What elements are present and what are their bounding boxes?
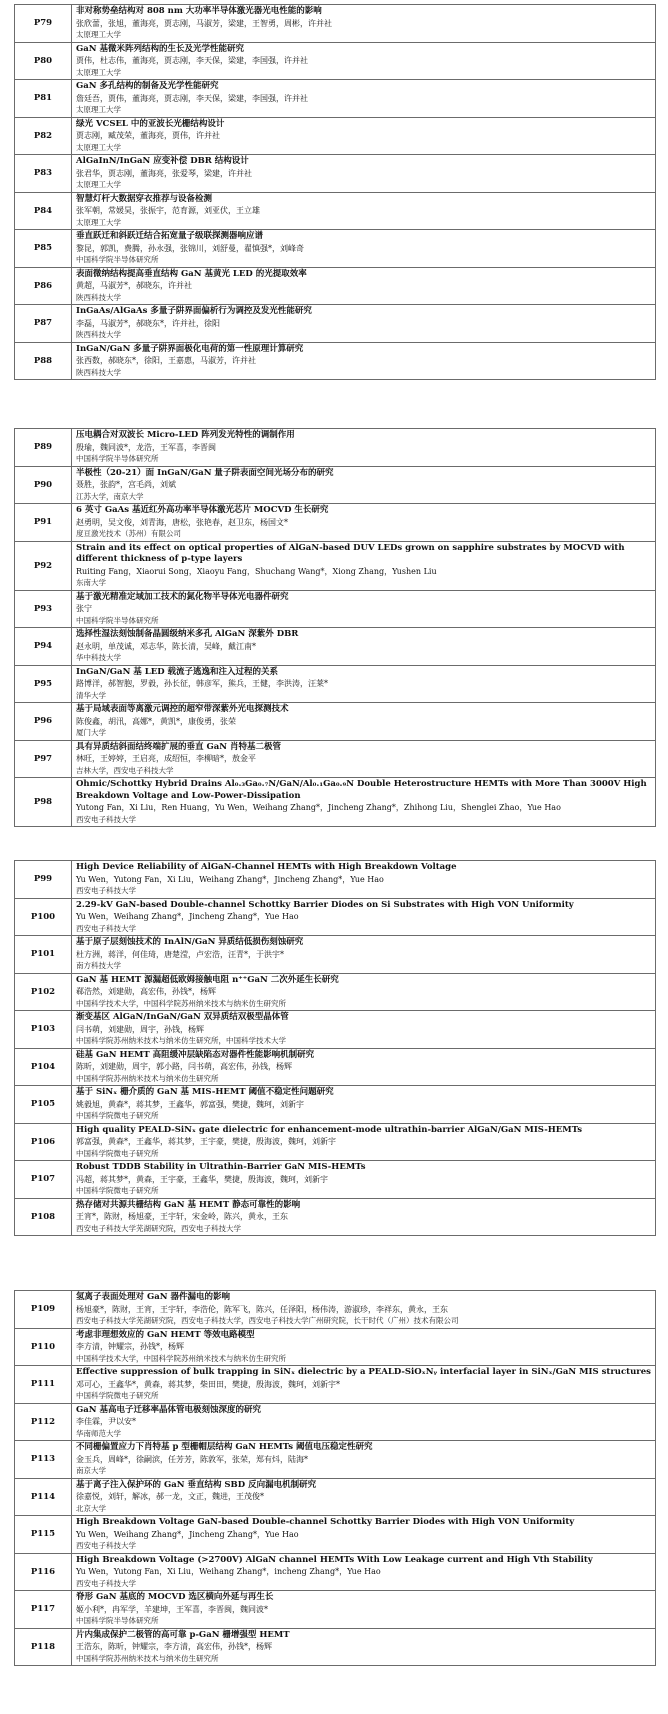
entry-affiliation: 西安电子科技大学 [76,1578,136,1588]
entry-code: P90 [15,466,72,504]
entry-authors: 徐嘉悦，刘轩，解冰，郝一龙，文正，魏进，王茂俊* [76,1492,264,1501]
entry-body [72,861,656,899]
entry-body [72,778,656,827]
entry-title: 垂直跃迁和斜跃迁结合拓宽量子级联探测器响应谱 [76,231,264,241]
entry-authors: 张君华，贾志刚，董海亮，张爱琴，梁建，许并社 [76,168,252,178]
entry-affiliation: 太原理工大学 [76,217,121,227]
entry-affiliation: 太原理工大学 [76,142,121,152]
entry-affiliation: 中国科学院微电子研究所 [76,1111,159,1120]
entry-affiliation: 清华大学 [76,690,106,700]
entry-code: P101 [15,936,72,974]
entry-title: 选择性湿法刻蚀制备晶圆级纳米多孔 AlGaN 深紫外 DBR [76,629,299,639]
program-entry-row [15,342,656,380]
entry-title: 表面微纳结构提高垂直结构 GaN 基黄光 LED 的光提取效率 [76,268,307,279]
entry-body [72,230,656,268]
entry-authors: 林旺，王婷婷，王启亮，成绍恒，李柳暗*，敖金平 [76,754,256,763]
program-entry-row [15,628,656,666]
program-entry-row [15,703,656,741]
entry-affiliation: 北京大学 [76,1503,106,1513]
program-entry-row [15,1291,656,1329]
entry-authors: 姚毅旭，黄森*，蒋其梦，王鑫华，郭富强，樊捷，魏珂，刘新宇 [76,1099,304,1109]
entry-affiliation: 华中科技大学 [76,653,121,662]
program-entry-row [15,1328,656,1366]
entry-title: High Breakdown Voltage GaN-based Double-channel Schottky Barrier Diodes with High VON Uniformity [76,1517,575,1527]
entry-code: P89 [15,429,72,467]
entry-authors: 郭富强，黄森*，王鑫华，蒋其梦，王宇豪，樊捷，殷海波，魏珂，刘新宇 [76,1137,336,1146]
entry-body [72,1123,656,1161]
entry-title: 考虑非理想效应的 GaN HEMT 等效电路模型 [76,1329,255,1340]
entry-body [72,973,656,1011]
entry-affiliation: 西安电子科技大学 [76,886,136,895]
entry-title: 热存储对共源共栅结构 GaN 基 HEMT 静态可靠性的影响 [76,1199,301,1210]
entry-body [72,192,656,230]
entry-code: P100 [15,898,72,936]
entry-body [72,42,656,80]
entry-body [72,5,656,43]
program-entry-row [15,1161,656,1199]
program-entry-row [15,590,656,628]
entry-body [72,504,656,542]
entry-title: High Device Reliability of AlGaN-Channel HEMTs with High Breakdown Voltage [76,862,457,872]
entry-code: P94 [15,628,72,666]
entry-affiliation: 东南大学 [76,578,106,587]
entry-title: 不同栅偏置应力下肖特基 p 型栅帽层结构 GaN HEMTs 阈值电压稳定性研究 [76,1442,373,1452]
entry-authors: 路博洋，郝智胞，罗毅，孙长征，韩彦军，熊兵，王健，李洪涛，汪莱* [76,679,328,688]
entry-body [72,1553,656,1591]
entry-affiliation: 中国科学院微电子研究所 [76,1148,159,1158]
entry-title: 智慧灯杆大数据穿衣推荐与设备检测 [76,193,213,204]
entry-authors: 冯超，蒋其梦*，黄森，王宇豪，王鑫华，樊捷，殷海波，魏珂，刘新宇 [76,1174,328,1184]
program-entry-row [15,1011,656,1049]
entry-code: P85 [15,230,72,268]
entry-title: 基于离子注入保护环的 GaN 垂直结构 SBD 反向漏电机制研究 [76,1479,317,1490]
entry-title: InGaN/GaN 多量子阱界面极化电荷的第一性原理计算研究 [76,343,304,354]
program-entry-row [15,1123,656,1161]
entry-code: P110 [15,1328,72,1366]
entry-authors: 王浩东，陈昕，钟耀宗，李方清，高宏伟，孙钱*，杨辉 [76,1642,272,1651]
entry-affiliation: 中国科学院苏州纳米技术与纳米仿生研究所 [76,1073,219,1083]
entry-authors: 闫书萌，刘建勋，周宇，孙钱，杨辉 [76,1024,204,1034]
program-entry-row [15,898,656,936]
entry-code: P88 [15,342,72,380]
entry-code: P97 [15,740,72,778]
program-table-section-2 [14,428,656,827]
entry-body [72,541,656,590]
entry-affiliation: 西安电子科技大学 [76,923,136,933]
entry-code: P103 [15,1011,72,1049]
entry-body [72,80,656,118]
entry-authors: 贾伟，杜志伟，董海亮，贾志刚，李天保，梁建，李国强，许并社 [76,56,308,65]
program-table-section-3 [14,860,656,1236]
program-entry-row [15,936,656,974]
entry-authors: 殷瑜，魏同波*，龙浩，王军喜，李晋闽 [76,442,216,452]
entry-title: Ohmic/Schottky Hybrid Drains Al₀.₃Ga₀.₇N/GaN/Al₀.₁Ga₀.₉N Double Heterostructure HEMTs with More Than 3000V High Breakdown Voltage and Low-Power-Dissipation [76,779,647,801]
entry-title: 基于 SiNₓ 栅介质的 GaN 基 MIS-HEMT 阈值不稳定性问题研究 [76,1087,334,1097]
entry-body [72,1328,656,1366]
entry-affiliation: 中国科学院微电子研究所 [76,1186,159,1195]
program-entry-row [15,861,656,899]
program-table-section-4 [14,1290,656,1666]
program-entry-row [15,429,656,467]
entry-code: P92 [15,541,72,590]
program-entry-row [15,1441,656,1479]
entry-code: P107 [15,1161,72,1199]
entry-code: P86 [15,267,72,305]
entry-code: P98 [15,778,72,827]
entry-affiliation: 中国科学院苏州纳米技术与纳米仿生研究所 [76,1653,219,1663]
entry-code: P105 [15,1086,72,1124]
entry-affiliation: 吉林大学，西安电子科技大学 [76,765,174,775]
entry-authors: 李佳霖，尹以安* [76,1417,136,1426]
program-entry-row [15,1403,656,1441]
entry-affiliation: 中国科学院苏州纳米技术与纳米仿生研究所，中国科学技术大学 [76,1036,286,1045]
entry-authors: 陈俊鑫，胡汛，高娜*，黄凯*，康俊勇，张荣 [76,716,236,726]
entry-body [72,1516,656,1554]
entry-code: P96 [15,703,72,741]
entry-code: P118 [15,1628,72,1666]
entry-body [72,117,656,155]
entry-authors: 贾志刚，臧茂荣，董海亮，贾伟，许并社 [76,131,220,140]
entry-code: P79 [15,5,72,43]
entry-authors: 金玉兵，周峰*，徐嗣滨，任芳芳，陈敦军，张荣，郑有炓，陆海* [76,1454,308,1464]
entry-body [72,590,656,628]
entry-authors: Ruiting Fang，Xiaorui Song，Xiaoyu Fang，Shuchang Wang*，Xiong Zhang，Yushen Liu [76,566,437,576]
entry-affiliation: 西安电子科技大学 [76,1541,136,1550]
entry-authors: 赵勇明，吴文俊，刘青海，唐松，张艳春，赵卫东，杨国文* [76,517,288,527]
entry-body [72,703,656,741]
entry-affiliation: 南京大学 [76,1466,106,1475]
entry-affiliation: 南方科技大学 [76,961,121,970]
entry-code: P113 [15,1441,72,1479]
entry-body [72,1366,656,1404]
entry-title: InGaN/GaN 基 LED 载流子逃逸和注入过程的关系 [76,666,279,677]
program-entry-row [15,504,656,542]
entry-title: GaN 基高电子迁移率晶体管电极刻蚀深度的研究 [76,1404,261,1415]
entry-affiliation: 西安电子科技大学芜湖研究院，西安电子科技大学，西安电子科技大学广州研究院，长干时代（广州）技术有限公司 [76,1316,459,1325]
entry-body [72,1048,656,1086]
program-entry-row [15,230,656,268]
entry-title: Robust TDDB Stability in Ultrathin-Barrier GaN MIS-HEMTs [76,1162,366,1172]
entry-affiliation: 陕西科技大学 [76,292,121,302]
entry-title: 压电耦合对双波长 Micro-LED 阵列发光特性的调制作用 [76,430,295,440]
entry-title: GaN 多孔结构的制备及光学性能研究 [76,81,219,91]
entry-authors: Yu Wen，Yutong Fan，Xi Liu，Weihang Zhang*，Jincheng Zhang*，Yue Hao [76,874,384,884]
entry-body [72,1441,656,1479]
entry-title: Effective suppression of bulk trapping in SiNₓ dielectric by a PEALD-SiOₓNᵧ interfacial layer in SiNₓ/GaN MIS structures [76,1367,651,1377]
program-entry-row [15,1516,656,1554]
entry-affiliation: 太原理工大学 [76,105,121,114]
entry-code: P116 [15,1553,72,1591]
entry-authors: 杜方洲，蒋洋，何佳琦，唐楚滢，卢宏浩，汪青*，于洪宇* [76,949,284,959]
entry-authors: 詹廷吾，贾伟，董海亮，贾志刚，李天保，梁建，李国强，许并社 [76,93,308,103]
entry-authors: 李磊，马淑芳*，郝晓东*，许并社，徐阳 [76,318,220,328]
entry-title: 基于局域表面等离激元调控的超窄带深紫外光电探测技术 [76,704,289,714]
entry-code: P93 [15,590,72,628]
entry-authors: 李方清，钟耀宗，孙钱*，杨辉 [76,1342,184,1351]
entry-title: GaN 基 HEMT 源漏超低欧姆接触电阻 n⁺⁺GaN 二次外延生长研究 [76,974,339,985]
entry-authors: 张欣蕾，张旭，董海亮，贾志刚，马淑芳，梁建，王智勇，周彬，许并社 [76,18,332,28]
entry-affiliation: 陕西科技大学 [76,367,121,377]
entry-code: P99 [15,861,72,899]
entry-authors: Yutong Fan，Xi Liu，Ren Huang，Yu Wen，Weihang Zhang*，Jincheng Zhang*，Zhihong Liu，Shenglei Zhao，Yue Hao [76,803,561,812]
entry-title: 渐变基区 AlGaN/InGaN/GaN 双异质结双极型晶体管 [76,1012,289,1022]
entry-code: P117 [15,1591,72,1629]
entry-authors: 张军朝，常媛昊，张振宇，范育源，刘亚伏，王立雄 [76,206,260,215]
entry-code: P104 [15,1048,72,1086]
entry-code: P82 [15,117,72,155]
entry-title: 2.29-kV GaN-based Double-channel Schottky Barrier Diodes on Si Substrates with High VON Uniformity [76,899,574,910]
entry-authors: 张西数，郝晓东*，徐阳，王嘉惠，马淑芳，许并社 [76,356,256,365]
entry-title: AlGaInN/InGaN 应变补偿 DBR 结构设计 [76,156,249,166]
entry-title: GaN 基微米阵列结构的生长及光学性能研究 [76,43,244,54]
entry-code: P87 [15,305,72,343]
entry-body [72,1198,656,1236]
entry-authors: 邓可心，王鑫华*，黄森，蒋其梦，柴田田，樊捷，殷海波，魏珂，刘新宇* [76,1379,340,1389]
program-entry-row [15,42,656,80]
program-entry-row [15,267,656,305]
entry-body [72,466,656,504]
entry-code: P111 [15,1366,72,1404]
entry-title: 非对称势垒结构对 808 nm 大功率半导体激光器光电性能的影响 [76,6,322,16]
entry-code: P80 [15,42,72,80]
program-entry-row [15,80,656,118]
entry-title: High Breakdown Voltage (>2700V) AlGaN channel HEMTs With Low Leakage current and High Vth Stability [76,1554,593,1565]
program-entry-row [15,1366,656,1404]
entry-body [72,305,656,343]
entry-code: P95 [15,665,72,703]
entry-body [72,267,656,305]
program-entry-row [15,1086,656,1124]
entry-affiliation: 厦门大学 [76,728,106,737]
entry-body [72,1591,656,1629]
program-entry-row [15,1553,656,1591]
entry-body [72,1628,656,1666]
entry-title: 半极性（20-21）面 InGaN/GaN 量子阱表面空间光场分布的研究 [76,467,334,478]
entry-affiliation: 中国科学院半导体研究所 [76,615,159,625]
entry-authors: Yu Wen，Yutong Fan，Xi Liu，Weihang Zhang*，incheng Zhang*，Yue Hao [76,1567,381,1576]
entry-title: 片内集成保护二极管的高可靠 p-GaN 栅增强型 HEMT [76,1629,290,1640]
entry-body [72,1403,656,1441]
program-entry-row [15,5,656,43]
entry-affiliation: 中国科学院微电子研究所 [76,1391,159,1400]
entry-title: Strain and its effect on optical properties of AlGaN-based DUV LEDs grown on sapphire substrates by MOCVD with different thickness of p-type layers [76,542,625,564]
entry-body [72,429,656,467]
entry-code: P108 [15,1198,72,1236]
program-entry-row [15,466,656,504]
entry-title: 绿光 VCSEL 中的亚波长光栅结构设计 [76,118,225,129]
entry-body [72,898,656,936]
entry-title: 6 英寸 GaAs 基近红外高功率半导体激光芯片 MOCVD 生长研究 [76,505,329,515]
entry-body [72,665,656,703]
entry-authors: 王宵*，陈财，杨旭豪，王宇轩，宋金岭，陈兴，黄永，王东 [76,1212,288,1221]
program-entry-row [15,973,656,1011]
entry-affiliation: 度亘激光技术（苏州）有限公司 [76,529,181,538]
entry-body [72,1086,656,1124]
entry-authors: Yu Wen，Weihang Zhang*，Jincheng Zhang*，Yue Hao [76,1529,299,1539]
program-entry-row [15,305,656,343]
entry-code: P84 [15,192,72,230]
entry-authors: Yu Wen，Weihang Zhang*，Jincheng Zhang*，Yue Hao [76,912,299,921]
entry-title: 具有异质结斜面结终端扩展的垂直 GaN 肖特基二极管 [76,741,281,752]
entry-body [72,1291,656,1329]
entry-authors: 赵永明，单茂诚，邓志华，陈长清，吴峰，戴江南* [76,641,256,651]
program-entry-row [15,1478,656,1516]
entry-affiliation: 中国科学院半导体研究所 [76,1616,159,1625]
program-entry-row [15,1048,656,1086]
entry-code: P81 [15,80,72,118]
entry-affiliation: 西安电子科技大学 [76,814,136,824]
program-entry-row [15,1591,656,1629]
program-entry-row [15,665,656,703]
entry-affiliation: 太原理工大学 [76,180,121,189]
entry-title: 基于原子层刻蚀技术的 InAlN/GaN 异质结低损伤刻蚀研究 [76,937,304,947]
entry-title: 硅基 GaN HEMT 高阻缓冲层缺陷态对器件性能影响机制研究 [76,1049,315,1060]
entry-affiliation: 太原理工大学 [76,30,121,39]
entry-body [72,1011,656,1049]
entry-code: P91 [15,504,72,542]
entry-affiliation: 中国科学院半导体研究所 [76,454,159,463]
entry-body [72,936,656,974]
entry-affiliation: 中国科学院半导体研究所 [76,255,159,264]
entry-code: P114 [15,1478,72,1516]
entry-affiliation: 陕西科技大学 [76,330,121,339]
entry-code: P102 [15,973,72,1011]
entry-code: P115 [15,1516,72,1554]
entry-code: P83 [15,155,72,193]
entry-authors: 姬小利*，冉军学，羊建坤，王军喜，李晋闽，魏同波* [76,1604,268,1614]
program-entry-row [15,778,656,827]
entry-body [72,740,656,778]
program-entry-row [15,541,656,590]
entry-authors: 杨旭豪*，陈财，王宵，王宇轩，李浩伦，陈军飞，陈兴，任泽阳，杨伟涛，游淑珍，李祥东，黄永，王东 [76,1304,448,1314]
program-entry-row [15,155,656,193]
entry-authors: 黄超，马淑芳*，郝晓东，许并社 [76,281,192,290]
program-entry-row [15,740,656,778]
entry-title: InGaAs/AlGaAs 多量子阱界面偏析行为调控及发光性能研究 [76,306,312,316]
entry-affiliation: 华南师范大学 [76,1428,121,1438]
entry-affiliation: 中国科学技术大学，中国科学院苏州纳米技术与纳米仿生研究所 [76,1353,286,1363]
entry-affiliation: 太原理工大学 [76,67,121,77]
entry-title: High quality PEALD-SiNₓ gate dielectric for enhancement-mode ultrathin-barrier AlGaN/GaN MIS-HEMTs [76,1124,583,1135]
entry-authors: 陈昕，刘建勋，周宇，郭小路，闫书萌，高宏伟，孙钱，杨辉 [76,1062,292,1071]
entry-body [72,1478,656,1516]
entry-authors: 郗浩然，刘建勋，高宏伟，孙钱*，杨辉 [76,987,216,996]
entry-affiliation: 西安电子科技大学芜湖研究院，西安电子科技大学 [76,1223,241,1233]
entry-body [72,628,656,666]
entry-code: P112 [15,1403,72,1441]
entry-affiliation: 江苏大学，南京大学 [76,491,144,501]
entry-title: 基于激光精准定域加工技术的氮化物半导体光电器件研究 [76,591,289,602]
entry-affiliation: 中国科学技术大学，中国科学院苏州纳米技术与纳米仿生研究所 [76,998,286,1008]
program-entry-row [15,1198,656,1236]
program-entry-row [15,117,656,155]
entry-body [72,342,656,380]
program-entry-row [15,192,656,230]
program-entry-row [15,1628,656,1666]
entry-authors: 聂胜，张韵*，宫毛尚，刘斌 [76,480,176,489]
program-table-section-1 [14,4,656,380]
entry-body [72,1161,656,1199]
entry-code: P106 [15,1123,72,1161]
entry-code: P109 [15,1291,72,1329]
entry-title: 氢离子表面处理对 GaN 器件漏电的影响 [76,1292,230,1302]
entry-authors: 黎昆，郭凯，费腾，孙永强，张锦川，刘舒曼，翟慎强*，刘峰奇 [76,243,304,253]
entry-title: 脊形 GaN 基底的 MOCVD 选区横向外延与再生长 [76,1592,274,1602]
entry-authors: 张宁 [76,604,92,613]
entry-body [72,155,656,193]
